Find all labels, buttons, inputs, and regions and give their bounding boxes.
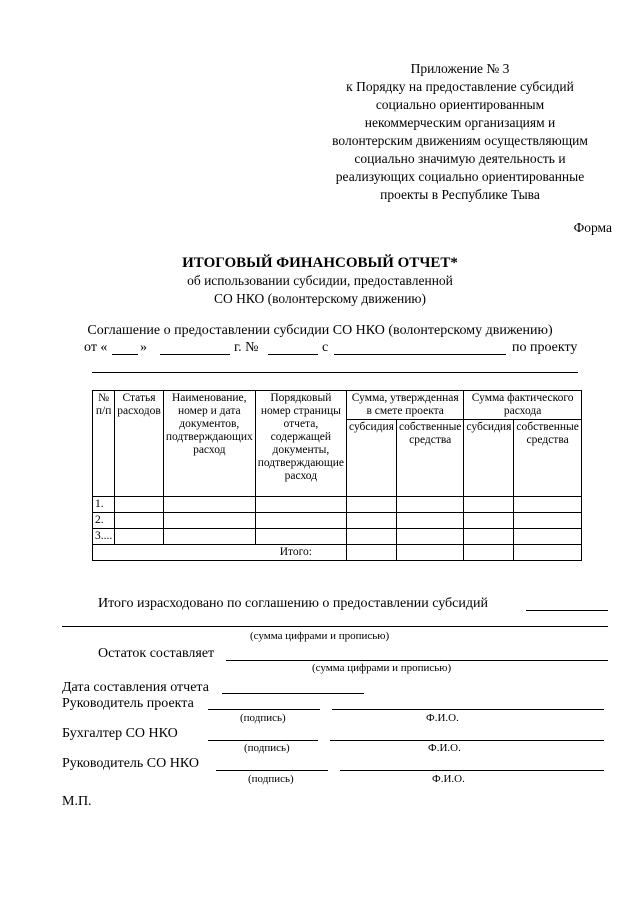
- header-actual-sum: Сумма фактического расхода: [464, 391, 581, 420]
- date-field[interactable]: [222, 693, 364, 694]
- signature-hint: (подпись): [248, 773, 294, 785]
- appendix-line: социально значимую деятельность и: [354, 151, 566, 166]
- table-cell[interactable]: [464, 529, 514, 545]
- agreement-line1: Соглашение о предоставлении субсидии СО НКО (волонтерскому движению): [87, 323, 553, 338]
- title-sub1: об использовании субсидии, предоставленной: [187, 273, 453, 288]
- fio-hint: Ф.И.О.: [426, 712, 459, 724]
- signature-hint: (подпись): [240, 712, 286, 724]
- table-row: [93, 497, 582, 513]
- report-title: [60, 254, 580, 308]
- appendix-line: социально ориентированным: [375, 97, 545, 112]
- header-approved-sum: Сумма, утвержденная в смете проекта: [347, 391, 464, 420]
- month-field[interactable]: [160, 354, 230, 355]
- sum-hint: (сумма цифрами и прописью): [312, 662, 452, 674]
- header-num: № п/п: [93, 391, 115, 497]
- balance-label: Остаток составляет: [98, 646, 215, 661]
- spent-label: Итого израсходовано по соглашению о предоставлении субсидий: [98, 596, 488, 611]
- table-row: [93, 513, 582, 529]
- table-cell[interactable]: [396, 513, 463, 529]
- form-label: Форма: [573, 220, 612, 235]
- agreement-with: с: [322, 340, 329, 355]
- table-cell[interactable]: [514, 497, 581, 513]
- signature-field[interactable]: [216, 770, 328, 771]
- title-sub2: СО НКО (волонтерскому движению): [213, 291, 427, 306]
- fio-field[interactable]: [340, 770, 604, 771]
- agreement-year: г. №: [234, 340, 259, 355]
- fio-hint: Ф.И.О.: [428, 742, 461, 754]
- signature-field[interactable]: [208, 740, 318, 741]
- table-cell[interactable]: [163, 513, 255, 529]
- agreement-quote: »: [140, 340, 147, 355]
- project-head-label: Руководитель проекта: [62, 696, 194, 711]
- header-own-funds: собственные средства: [514, 420, 581, 497]
- table-cell[interactable]: [347, 529, 397, 545]
- table-cell[interactable]: [163, 529, 255, 545]
- agreement-project: по проекту: [512, 340, 578, 355]
- table-cell[interactable]: [396, 497, 463, 513]
- table-cell[interactable]: [514, 529, 581, 545]
- table-cell[interactable]: [347, 497, 397, 513]
- day-field[interactable]: [112, 354, 138, 355]
- appendix-line: волонтерским движениям осуществляющим: [332, 133, 588, 148]
- spent-field-continued[interactable]: [62, 626, 608, 627]
- table-cell[interactable]: [115, 529, 164, 545]
- stamp-label: М.П.: [62, 794, 92, 809]
- header-own-funds: собственные средства: [396, 420, 463, 497]
- row-num: 3....: [93, 529, 115, 545]
- table-cell[interactable]: [115, 513, 164, 529]
- total-label: Итого:: [93, 545, 347, 561]
- finance-table: [92, 390, 582, 561]
- table-row: [93, 529, 582, 545]
- row-num: 2.: [93, 513, 115, 529]
- total-row: [93, 545, 582, 561]
- header-subsidy: субсидия: [464, 420, 514, 497]
- row-num: 1.: [93, 497, 115, 513]
- table-cell[interactable]: [464, 497, 514, 513]
- table-cell[interactable]: [396, 545, 463, 561]
- fio-hint: Ф.И.О.: [432, 773, 465, 785]
- fio-field[interactable]: [332, 709, 604, 710]
- table-cell[interactable]: [347, 545, 397, 561]
- table-cell[interactable]: [464, 513, 514, 529]
- table-cell[interactable]: [255, 513, 346, 529]
- organization-field[interactable]: [334, 354, 506, 355]
- header-page-num: Порядковый номер страницы отчета, содержащей документы, подтверждающие расход: [255, 391, 346, 497]
- table-cell[interactable]: [115, 497, 164, 513]
- header-article: Статья расходов: [115, 391, 164, 497]
- table-cell[interactable]: [514, 513, 581, 529]
- table-cell[interactable]: [163, 497, 255, 513]
- table-cell[interactable]: [396, 529, 463, 545]
- fio-field[interactable]: [330, 740, 604, 741]
- table-cell[interactable]: [464, 545, 514, 561]
- table-cell[interactable]: [255, 529, 346, 545]
- project-name-field[interactable]: [92, 372, 578, 373]
- table-cell[interactable]: [255, 497, 346, 513]
- title-main: ИТОГОВЫЙ ФИНАНСОВЫЙ ОТЧЕТ*: [182, 255, 458, 271]
- spent-field[interactable]: [526, 610, 608, 611]
- appendix-line: проекты в Республике Тыва: [380, 187, 540, 202]
- table-cell[interactable]: [347, 513, 397, 529]
- nko-head-label: Руководитель СО НКО: [62, 756, 199, 771]
- appendix-line: Приложение № 3: [410, 61, 510, 76]
- appendix-line: некоммерческим организациям и: [364, 115, 556, 130]
- appendix-header: [300, 60, 620, 204]
- accountant-label: Бухгалтер СО НКО: [62, 726, 178, 741]
- table-cell[interactable]: [514, 545, 581, 561]
- signature-field[interactable]: [208, 709, 320, 710]
- number-field[interactable]: [268, 354, 318, 355]
- balance-field[interactable]: [226, 660, 608, 661]
- appendix-line: реализующих социально ориентированные: [335, 169, 585, 184]
- date-label: Дата составления отчета: [62, 680, 209, 695]
- agreement-from: от «: [84, 340, 108, 355]
- appendix-line: к Порядку на предоставление субсидий: [346, 79, 574, 94]
- sum-hint: (сумма цифрами и прописью): [250, 630, 390, 642]
- header-subsidy: субсидия: [347, 420, 397, 497]
- signature-hint: (подпись): [244, 742, 290, 754]
- header-doc-name: Наименование, номер и дата документов, подтверждающих расход: [163, 391, 255, 497]
